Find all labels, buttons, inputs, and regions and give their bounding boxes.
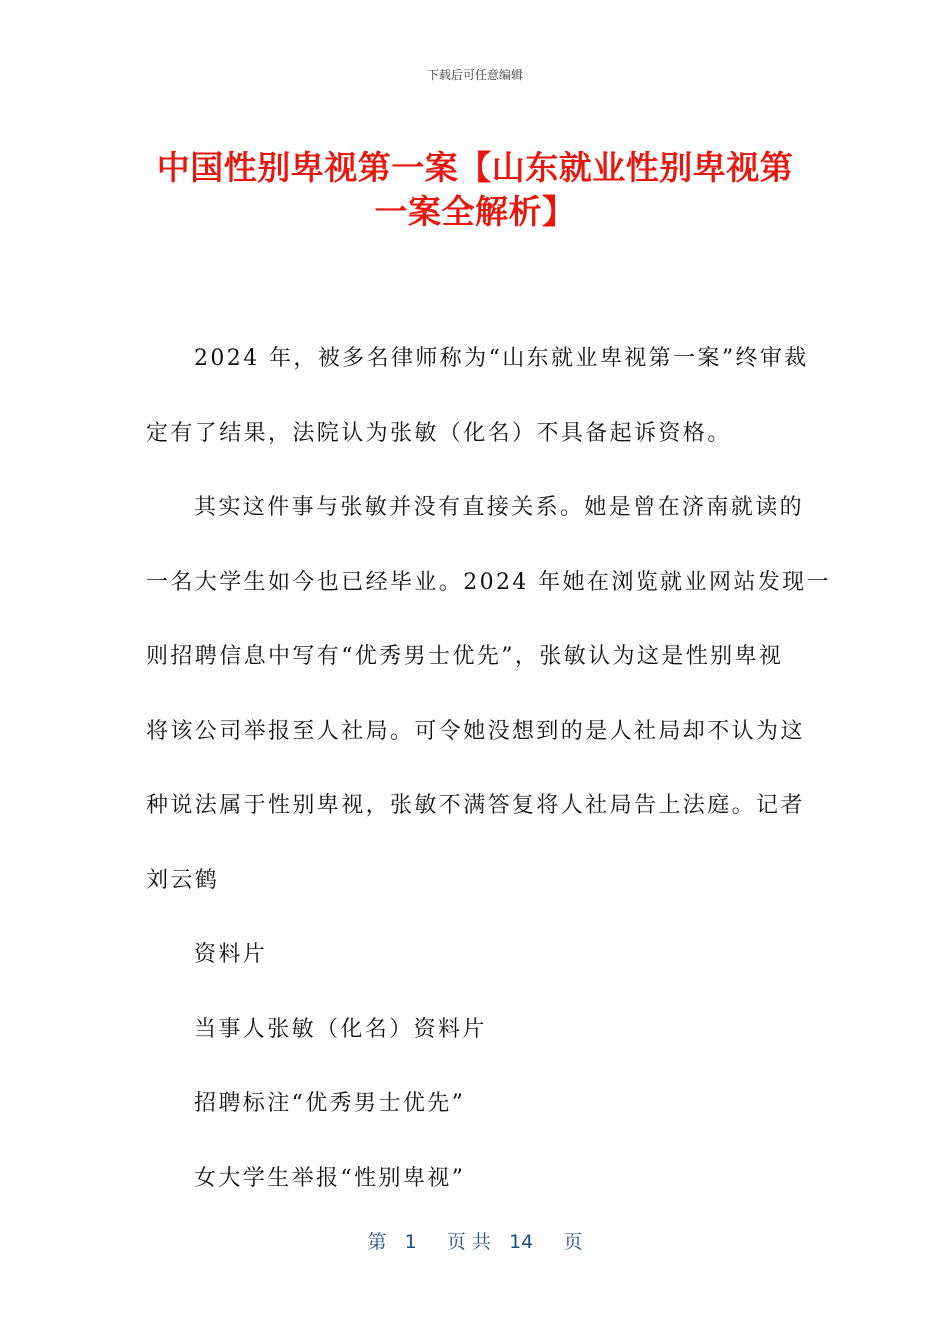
paragraph-line: 女大学生举报“性别卑视”: [194, 1165, 466, 1191]
paragraph-2: [146, 471, 831, 918]
paragraph-line: 定有了结果，法院认为张敏（化名）不具备起诉资格。: [146, 420, 732, 446]
paragraph-line: 其实这件事与张敏并没有直接关系。她是曾在济南就读的: [194, 495, 805, 520]
paragraph-line: 一名大学生如今也已经毕业。2024 年她在浏览就业网站发现一: [146, 569, 831, 595]
paragraph-line: 资料片: [194, 942, 268, 967]
page-number-footer: 第 1 页 共 14 页: [367, 1231, 583, 1253]
paragraph-line: 当事人张敏（化名）资料片: [194, 1016, 487, 1042]
paragraph-line: 将该公司举报至人社局。可令她没想到的是人社局却不认为这: [146, 718, 805, 744]
paragraph-line: 则招聘信息中写有“优秀男士优先”，张敏认为这是性别卑视: [146, 644, 784, 669]
title-line-1: 中国性别卑视第一案【山东就业性别卑视第: [156, 148, 794, 187]
paragraph-line: 招聘标注“优秀男士优先”: [194, 1091, 466, 1116]
document-title: [140, 146, 810, 234]
title-line-2: 一案全解析】: [374, 192, 576, 231]
paragraph-1: [146, 322, 809, 471]
paragraph-5: [146, 1067, 796, 1142]
paragraph-line: 种说法属于性别卑视，张敏不满答复将人社局告上法庭。记者: [146, 793, 805, 818]
paragraph-3: [146, 918, 796, 993]
header-note: 下载后可任意编辑: [426, 68, 523, 82]
paragraph-line: 刘云鹤: [146, 867, 220, 893]
paragraph-4: [146, 993, 796, 1068]
paragraph-6: [146, 1142, 796, 1217]
paragraph-line: 2024 年，被多名律师称为“山东就业卑视第一案”终审裁: [194, 346, 809, 371]
document-body: [146, 322, 831, 1216]
